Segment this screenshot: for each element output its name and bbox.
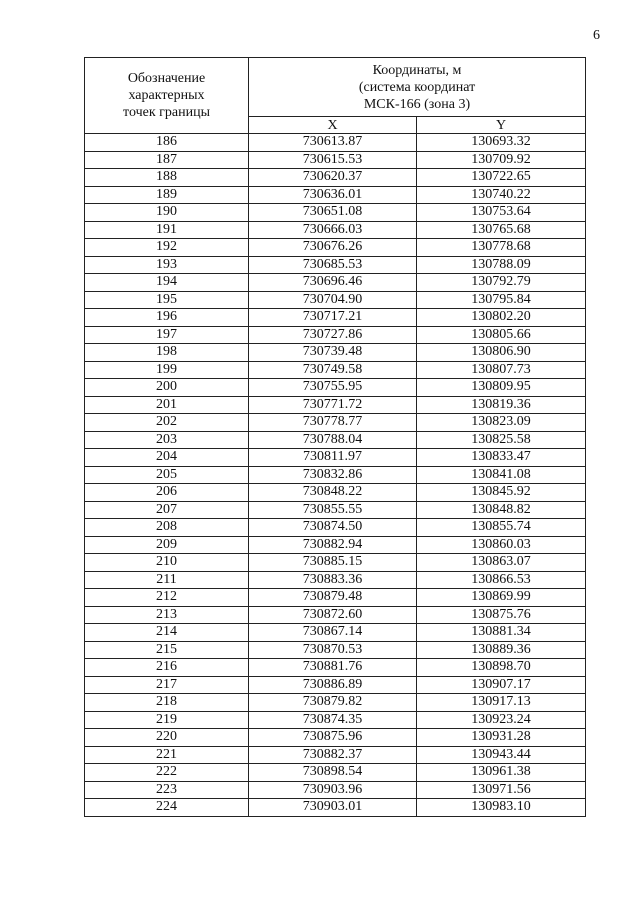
y-coordinate-cell: 130889.36 [417, 641, 586, 659]
x-coordinate-cell: 730613.87 [249, 134, 417, 152]
table-row [85, 624, 586, 642]
table-row [85, 361, 586, 379]
point-number-cell: 198 [85, 344, 249, 362]
table-row [85, 484, 586, 502]
y-coordinate-cell: 130792.79 [417, 274, 586, 292]
table-row [85, 204, 586, 222]
table-row [85, 396, 586, 414]
x-coordinate-cell: 730704.90 [249, 291, 417, 309]
y-coordinate-cell: 130765.68 [417, 221, 586, 239]
table-row [85, 764, 586, 782]
point-number-cell: 192 [85, 239, 249, 257]
x-coordinate-cell: 730651.08 [249, 204, 417, 222]
point-number-cell: 188 [85, 169, 249, 187]
point-number-cell: 190 [85, 204, 249, 222]
table-body [85, 134, 586, 817]
point-number-cell: 197 [85, 326, 249, 344]
table-row [85, 746, 586, 764]
x-coordinate-cell: 730676.26 [249, 239, 417, 257]
x-coordinate-cell: 730855.55 [249, 501, 417, 519]
table-row [85, 186, 586, 204]
y-coordinate-cell: 130795.84 [417, 291, 586, 309]
point-number-cell: 212 [85, 589, 249, 607]
table-row [85, 536, 586, 554]
point-number-cell: 193 [85, 256, 249, 274]
point-number-cell: 208 [85, 519, 249, 537]
x-coordinate-cell: 730903.01 [249, 799, 417, 817]
table-row [85, 256, 586, 274]
x-coordinate-cell: 730717.21 [249, 309, 417, 327]
y-coordinate-cell: 130917.13 [417, 694, 586, 712]
x-coordinate-cell: 730755.95 [249, 379, 417, 397]
x-coordinate-cell: 730875.96 [249, 729, 417, 747]
page-number: 6 [593, 28, 600, 43]
x-coordinate-cell: 730832.86 [249, 466, 417, 484]
x-coordinate-cell: 730872.60 [249, 606, 417, 624]
y-coordinate-cell: 130855.74 [417, 519, 586, 537]
x-coordinate-cell: 730898.54 [249, 764, 417, 782]
table-row [85, 221, 586, 239]
point-number-cell: 213 [85, 606, 249, 624]
point-number-cell: 202 [85, 414, 249, 432]
table-row [85, 274, 586, 292]
table-row [85, 501, 586, 519]
point-number-cell: 205 [85, 466, 249, 484]
x-coordinate-cell: 730666.03 [249, 221, 417, 239]
y-coordinate-cell: 130907.17 [417, 676, 586, 694]
point-number-cell: 189 [85, 186, 249, 204]
y-coordinate-cell: 130805.66 [417, 326, 586, 344]
point-number-cell: 217 [85, 676, 249, 694]
x-coordinate-cell: 730879.82 [249, 694, 417, 712]
point-number-cell: 224 [85, 799, 249, 817]
y-coordinate-cell: 130961.38 [417, 764, 586, 782]
y-coordinate-cell: 130807.73 [417, 361, 586, 379]
point-number-cell: 222 [85, 764, 249, 782]
table-row [85, 239, 586, 257]
table-row [85, 659, 586, 677]
y-coordinate-cell: 130722.65 [417, 169, 586, 187]
point-number-cell: 194 [85, 274, 249, 292]
table-row [85, 589, 586, 607]
table-row [85, 309, 586, 327]
table-row [85, 326, 586, 344]
point-number-cell: 187 [85, 151, 249, 169]
table-row [85, 799, 586, 817]
y-coordinate-cell: 130825.58 [417, 431, 586, 449]
point-number-cell: 210 [85, 554, 249, 572]
table-row [85, 729, 586, 747]
y-coordinate-cell: 130806.90 [417, 344, 586, 362]
point-number-cell: 223 [85, 781, 249, 799]
x-coordinate-cell: 730620.37 [249, 169, 417, 187]
coordinates-header [249, 58, 586, 117]
x-coordinate-cell: 730615.53 [249, 151, 417, 169]
table-row [85, 414, 586, 432]
table-row [85, 169, 586, 187]
point-number-cell: 218 [85, 694, 249, 712]
x-column-header: X [249, 117, 417, 134]
y-column-header: Y [417, 117, 586, 134]
point-number-cell: 216 [85, 659, 249, 677]
y-coordinate-cell: 130943.44 [417, 746, 586, 764]
x-coordinate-cell: 730881.76 [249, 659, 417, 677]
x-coordinate-cell: 730882.37 [249, 746, 417, 764]
table-row [85, 606, 586, 624]
point-number-cell: 215 [85, 641, 249, 659]
y-coordinate-cell: 130866.53 [417, 571, 586, 589]
y-coordinate-cell: 130841.08 [417, 466, 586, 484]
x-coordinate-cell: 730696.46 [249, 274, 417, 292]
y-coordinate-cell: 130869.99 [417, 589, 586, 607]
y-coordinate-cell: 130709.92 [417, 151, 586, 169]
table-row [85, 554, 586, 572]
coordinates-table [84, 57, 586, 817]
y-coordinate-cell: 130740.22 [417, 186, 586, 204]
y-coordinate-cell: 130863.07 [417, 554, 586, 572]
point-number-cell: 211 [85, 571, 249, 589]
point-number-cell: 207 [85, 501, 249, 519]
table-row [85, 519, 586, 537]
point-number-cell: 221 [85, 746, 249, 764]
point-number-cell: 199 [85, 361, 249, 379]
point-number-cell: 191 [85, 221, 249, 239]
point-number-cell: 204 [85, 449, 249, 467]
y-coordinate-cell: 130788.09 [417, 256, 586, 274]
table-header [85, 58, 586, 134]
point-designation-header [85, 58, 249, 134]
coordinates-header-text: Координаты, м (система координат МСК-166 (зона 3) [358, 62, 476, 112]
x-coordinate-cell: 730771.72 [249, 396, 417, 414]
point-number-cell: 201 [85, 396, 249, 414]
point-number-cell: 186 [85, 134, 249, 152]
y-coordinate-cell: 130809.95 [417, 379, 586, 397]
y-coordinate-cell: 130860.03 [417, 536, 586, 554]
x-coordinate-cell: 730867.14 [249, 624, 417, 642]
table-row [85, 134, 586, 152]
y-coordinate-cell: 130848.82 [417, 501, 586, 519]
table-row [85, 431, 586, 449]
x-coordinate-cell: 730886.89 [249, 676, 417, 694]
x-coordinate-cell: 730882.94 [249, 536, 417, 554]
x-coordinate-cell: 730903.96 [249, 781, 417, 799]
x-coordinate-cell: 730727.86 [249, 326, 417, 344]
table-row [85, 151, 586, 169]
x-coordinate-cell: 730739.48 [249, 344, 417, 362]
point-number-cell: 214 [85, 624, 249, 642]
x-coordinate-cell: 730788.04 [249, 431, 417, 449]
point-number-cell: 206 [85, 484, 249, 502]
y-coordinate-cell: 130778.68 [417, 239, 586, 257]
y-coordinate-cell: 130898.70 [417, 659, 586, 677]
y-coordinate-cell: 130971.56 [417, 781, 586, 799]
table-row [85, 344, 586, 362]
point-number-cell: 196 [85, 309, 249, 327]
y-coordinate-cell: 130881.34 [417, 624, 586, 642]
point-designation-header-text: Обозначение характерных точек границы [123, 71, 210, 120]
point-number-cell: 203 [85, 431, 249, 449]
table-row [85, 379, 586, 397]
y-coordinate-cell: 130693.32 [417, 134, 586, 152]
table-row [85, 571, 586, 589]
table-row [85, 449, 586, 467]
point-number-cell: 209 [85, 536, 249, 554]
y-coordinate-cell: 130819.36 [417, 396, 586, 414]
point-number-cell: 195 [85, 291, 249, 309]
point-number-cell: 219 [85, 711, 249, 729]
y-coordinate-cell: 130931.28 [417, 729, 586, 747]
x-coordinate-cell: 730879.48 [249, 589, 417, 607]
table-row [85, 466, 586, 484]
y-coordinate-cell: 130983.10 [417, 799, 586, 817]
x-coordinate-cell: 730636.01 [249, 186, 417, 204]
x-coordinate-cell: 730874.50 [249, 519, 417, 537]
y-coordinate-cell: 130845.92 [417, 484, 586, 502]
x-coordinate-cell: 730848.22 [249, 484, 417, 502]
y-coordinate-cell: 130875.76 [417, 606, 586, 624]
y-coordinate-cell: 130823.09 [417, 414, 586, 432]
y-coordinate-cell: 130802.20 [417, 309, 586, 327]
x-coordinate-cell: 730885.15 [249, 554, 417, 572]
table-row [85, 641, 586, 659]
y-coordinate-cell: 130753.64 [417, 204, 586, 222]
y-coordinate-cell: 130923.24 [417, 711, 586, 729]
table-row [85, 711, 586, 729]
point-number-cell: 200 [85, 379, 249, 397]
table-row [85, 781, 586, 799]
x-coordinate-cell: 730685.53 [249, 256, 417, 274]
x-coordinate-cell: 730778.77 [249, 414, 417, 432]
x-coordinate-cell: 730749.58 [249, 361, 417, 379]
y-coordinate-cell: 130833.47 [417, 449, 586, 467]
point-number-cell: 220 [85, 729, 249, 747]
x-coordinate-cell: 730811.97 [249, 449, 417, 467]
table-row [85, 291, 586, 309]
x-coordinate-cell: 730874.35 [249, 711, 417, 729]
x-coordinate-cell: 730883.36 [249, 571, 417, 589]
x-coordinate-cell: 730870.53 [249, 641, 417, 659]
table-row [85, 694, 586, 712]
table-row [85, 676, 586, 694]
